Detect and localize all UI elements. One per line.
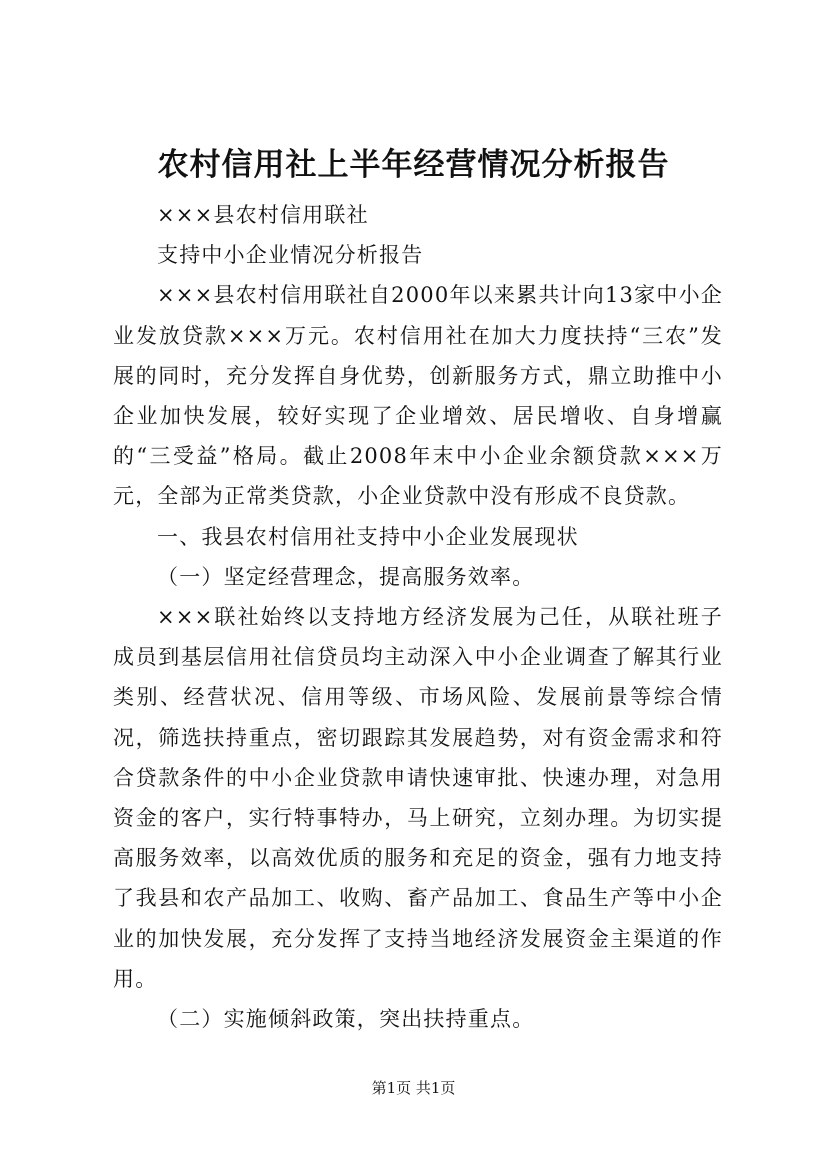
subsection-heading-1: （一）坚定经营理念，提高服务效率。 [157,564,535,589]
paragraph-service-efficiency: ×××联社始终以支持地方经济发展为己任，从联社班子成员到基层信用社信贷员均主动深入中小企业调查了解其行业类别、经营状况、信用等级、市场风险、发展前景等综合情况，筛选扶持重点，密切跟踪其发展趋势，对有资金需求和符合贷款条件的中小企业贷款申请快速审批、快速办理，对急用资金的客户，实行特事特办，马上研究，立刻办理。为切实提高服务效率，以高效优质的服务和充足的资金，强有力地支持了我县和农产品加工、收购、畜产品加工、食品生产等中小企业的加快发展，充分发挥了支持当地经济发展资金主渠道的作用。 [113,605,723,991]
page-footer: 第1页 共1页 [371,1079,456,1097]
document-body [113,195,723,1039]
paragraph-overview: ×××县农村信用联社自2000年以来累共计向13家中小企业发放贷款×××万元。农村信用社在加大力度扶持“三农”发展的同时，充分发挥自身优势，创新服务方式，鼎立助推中小企业加快发展，较好实现了企业增效、居民增收、自身增赢的“三受益”格局。截止2008年末中小企业余额贷款×××万元，全部为正常类贷款，小企业贷款中没有形成不良贷款。 [113,283,723,509]
subsection-heading-2: （二）实施倾斜政策，突出扶持重点。 [157,1007,535,1032]
section-heading-1: 一、我县农村信用社支持中小企业发展现状 [157,524,579,549]
paragraph-organization: ×××县农村信用联社 [157,203,369,227]
paragraph-report-subtitle: 支持中小企业情况分析报告 [157,243,424,268]
document-title: 农村信用社上半年经营情况分析报告 [157,147,670,183]
